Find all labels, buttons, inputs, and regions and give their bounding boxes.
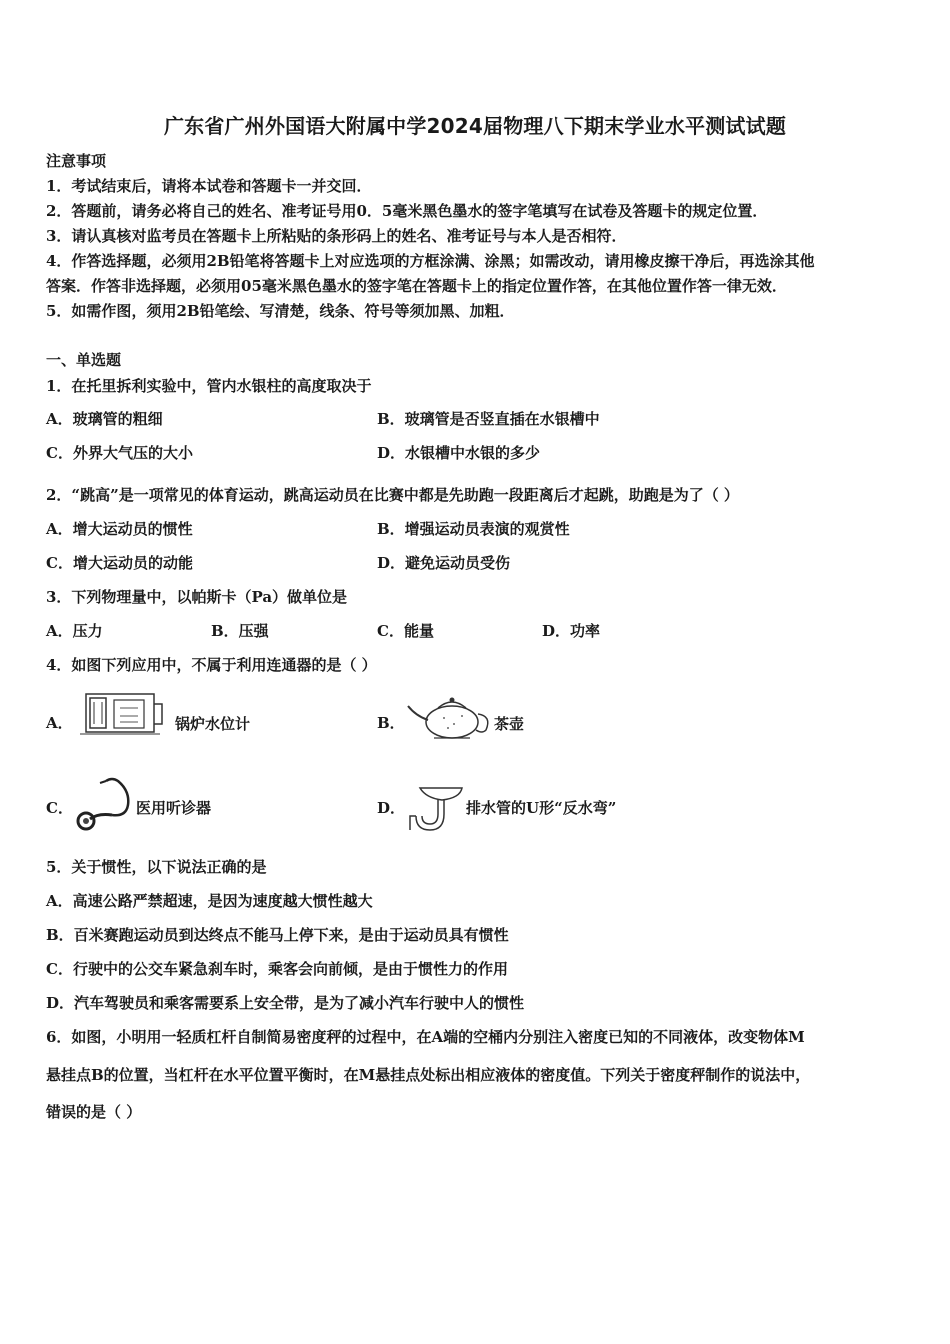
q5-option-b: B．百米赛跑运动员到达终点不能马上停下来，是由于运动员具有惯性 — [46, 926, 509, 944]
q2-option-c: C．增大运动员的动能 — [46, 554, 193, 572]
q3-option-a: A．压力 — [46, 622, 103, 640]
notice-item: 4．作答选择题，必须用2B铅笔将答题卡上对应选项的方框涂满、涂黑；如需改动，请用橡皮擦干净后，再选涂其他 — [46, 252, 815, 270]
q4-option-c-label: 医用听诊器 — [136, 799, 212, 817]
q5-option-d: D．汽车驾驶员和乘客需要系上安全带，是为了减小汽车行驶中人的惯性 — [46, 994, 525, 1012]
question-6-line: 悬挂点B的位置，当杠杆在水平位置平衡时，在M悬挂点处标出相应液体的密度值。下列关于密度秤制作的说法中， — [46, 1066, 811, 1084]
q5-option-a: A．高速公路严禁超速，是因为速度越大惯性越大 — [46, 892, 373, 910]
q5-option-c: C．行驶中的公交车紧急刹车时，乘客会向前倾，是由于惯性力的作用 — [46, 960, 508, 978]
teapot-image — [404, 694, 494, 744]
q2-option-a: A．增大运动员的惯性 — [46, 520, 193, 538]
q3-option-c: C．能量 — [377, 622, 434, 640]
question-2-stem: 2．“跳高”是一项常见的体育运动，跳高运动员在比赛中都是先助跑一段距离后才起跳，助跑是为了（ ） — [46, 486, 739, 504]
q4-option-a-label: 锅炉水位计 — [175, 715, 251, 733]
notice-item: 5．如需作图，须用2B铅笔绘、写清楚，线条、符号等须加黑、加粗． — [46, 302, 515, 320]
q4-option-a-letter: A． — [46, 714, 73, 732]
section-heading: 一、单选题 — [46, 351, 122, 369]
question-4-stem: 4．如图下列应用中，不属于利用连通器的是（ ） — [46, 656, 377, 674]
notice-item: 1．考试结束后，请将本试卷和答题卡一并交回． — [46, 177, 372, 195]
notice-item: 3．请认真核对监考员在答题卡上所粘贴的条形码上的姓名、准考证号与本人是否相符． — [46, 227, 627, 245]
question-6-line: 6．如图，小明用一轻质杠杆自制简易密度秤的过程中，在A端的空桶内分别注入密度已知的不同液体，改变物体M — [46, 1028, 805, 1046]
notice-item: 答案．作答非选择题，必须用05毫米黑色墨水的签字笔在答题卡上的指定位置作答，在其他位置作答一律无效． — [46, 277, 787, 295]
q3-option-b: B．压强 — [211, 622, 269, 640]
q4-option-b-letter: B． — [377, 714, 405, 732]
question-1-stem: 1．在托里拆利实验中，管内水银柱的高度取决于 — [46, 377, 372, 395]
drain-trap-image — [404, 784, 464, 832]
question-6-line: 错误的是（ ） — [46, 1103, 142, 1121]
notice-heading: 注意事项 — [46, 152, 107, 170]
q4-option-d-letter: D． — [377, 799, 406, 817]
notice-item: 2．答题前，请务必将自己的姓名、准考证号用0．5毫米黑色墨水的签字笔填写在试卷及答题卡的规定位置． — [46, 202, 768, 220]
q2-option-b: B．增强运动员表演的观赏性 — [377, 520, 570, 538]
exam-title: 广东省广州外国语大附属中学2024届物理八下期末学业水平测试试题 — [163, 114, 787, 138]
q1-option-a: A．玻璃管的粗细 — [46, 410, 163, 428]
q1-option-b: B．玻璃管是否竖直插在水银槽中 — [377, 410, 600, 428]
q1-option-c: C．外界大气压的大小 — [46, 444, 193, 462]
q4-option-b-label: 茶壶 — [494, 715, 525, 733]
q4-option-d-label: 排水管的U形“反水弯” — [466, 799, 617, 817]
question-3-stem: 3．下列物理量中，以帕斯卡（Pa）做单位是 — [46, 588, 348, 606]
question-5-stem: 5．关于惯性，以下说法正确的是 — [46, 858, 267, 876]
boiler-gauge-image — [80, 690, 166, 738]
q4-option-c-letter: C． — [46, 799, 73, 817]
q1-option-d: D．水银槽中水银的多少 — [377, 444, 541, 462]
stethoscope-image — [72, 775, 134, 831]
q3-option-d: D．功率 — [542, 622, 601, 640]
q2-option-d: D．避免运动员受伤 — [377, 554, 511, 572]
